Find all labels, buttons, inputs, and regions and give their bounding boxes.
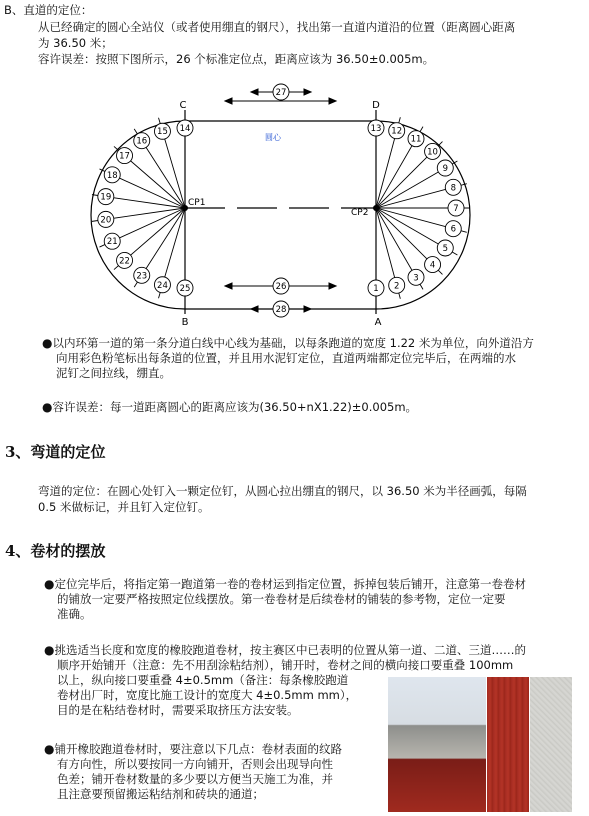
section-4-title: 4、卷材的摆放 <box>5 542 106 560</box>
section-3-line-2: 0.5 米做标记，并且钉入定位钉。 <box>38 500 210 514</box>
section-4-bullet-2: ●挑选适当长度和宽度的橡胶跑道卷材，按主赛区中已表明的位置从第一道、二道、三道……的 顺序开始铺开（注意：先不用刮涂粘结剂），铺开时，卷材之间的横向接口要重叠 100mm 以上，纵向接口要重叠 4±0.5mm（备注：每条橡胶跑道 卷材出厂时，宽度比施工设计的宽度大 4±0.5mm mm）， 目的是在粘结卷材时，需要采取挤压方法安装。 <box>44 643 526 717</box>
point-label-7: 7 <box>453 204 459 214</box>
bullet-item-2: ●容许误差：每一道距离圆心的距离应该为(36.50+nX1.22)±0.005m。 <box>42 400 418 414</box>
point-label-15: 15 <box>157 127 168 138</box>
bullet-dot-icon: ● <box>42 400 53 414</box>
section-4-bullet-3: ●铺开橡胶跑道卷材时，要注意以下几点：卷材表面的纹路 有方向性，所以要按同一方向铺开，否则会出现导向性 色差；铺开卷材数量的多少要以方便当天施工为准，并 且注意要预留搬运粘结剂和砖块的通道； <box>44 742 342 801</box>
track-positioning-diagram <box>100 78 488 328</box>
photo-red-rubber-texture <box>487 677 529 812</box>
center-label: 圆心 <box>265 133 281 142</box>
bullet-dot-icon: ● <box>42 336 53 350</box>
point-label-24: 24 <box>157 280 168 291</box>
cp2-label: CP2 <box>351 208 369 218</box>
point-label-13: 13 <box>370 124 382 134</box>
point-label-1: 1 <box>373 284 379 294</box>
corner-label-a: A <box>374 317 382 328</box>
bullet-item-1: ●以内环第一道的第一条分道白线中心线为基础，以每条跑道的宽度 1.22 米为单位，向外道沿方 向用彩色粉笔标出每条道的位置，并且用水泥钉定位，直道两端都定位完毕后，在两端的水 泥钉之间拉线，绷直。 <box>42 336 534 380</box>
section-b-line-3: 容许误差：按照下图所示，26 个标准定位点，距离应该为 36.50±0.005m。 <box>38 52 435 66</box>
point-label-4: 4 <box>429 260 436 271</box>
point-label-12: 12 <box>391 126 403 137</box>
point-label-21: 21 <box>106 237 118 248</box>
section-b-line-2: 为 36.50 米； <box>38 36 113 50</box>
bullet-dot-icon: ● <box>44 643 55 657</box>
point-label-26: 26 <box>275 282 287 292</box>
corner-label-d: D <box>372 100 380 111</box>
point-label-6: 6 <box>450 224 456 235</box>
section-4-bullet-1: ●定位完毕后，将指定第一跑道第一卷的卷材运到指定位置，拆掉包装后铺开，注意第一卷卷材 的铺放一定要严格按照定位线摆放。第一卷卷材是后续卷材的铺装的参考物，定位一定要 准确。 <box>44 577 526 621</box>
section-b-title: B、直道的定位： <box>4 3 93 17</box>
point-label-17: 17 <box>119 151 130 162</box>
bullet-dot-icon: ● <box>44 742 55 756</box>
point-label-3: 3 <box>413 273 419 284</box>
corner-label-c: C <box>179 100 187 111</box>
point-label-25: 25 <box>179 284 191 294</box>
point-label-18: 18 <box>106 170 118 181</box>
corner-label-b: B <box>181 317 189 328</box>
point-label-14: 14 <box>179 124 191 134</box>
point-label-19: 19 <box>100 192 112 203</box>
section-3-title: 3、弯道的定位 <box>5 443 106 461</box>
section-3-line-1: 弯道的定位：在圆心处钉入一颗定位钉，从圆心拉出绷直的钢尺，以 36.50 米为半径画弧，每隔 <box>38 484 527 498</box>
point-label-27: 27 <box>275 88 287 98</box>
section-b-line-1: 从已经确定的圆心全站仪（或者使用绷直的钢尺），找出第一直道内道沿的位置（距离圆心距离 <box>38 20 516 34</box>
point-label-20: 20 <box>100 215 112 226</box>
point-label-22: 22 <box>119 256 130 267</box>
point-label-8: 8 <box>450 183 456 194</box>
point-label-16: 16 <box>136 136 148 147</box>
point-label-2: 2 <box>393 281 400 292</box>
bullet-dot-icon: ● <box>44 577 55 591</box>
point-label-23: 23 <box>136 271 148 282</box>
photo-track-installation <box>388 677 486 812</box>
point-label-5: 5 <box>442 244 448 254</box>
point-label-9: 9 <box>442 164 448 174</box>
point-label-28: 28 <box>275 305 287 315</box>
cp1-label: CP1 <box>188 198 206 208</box>
photo-backing-texture <box>530 677 572 812</box>
point-label-10: 10 <box>427 147 438 158</box>
point-label-11: 11 <box>410 134 422 145</box>
